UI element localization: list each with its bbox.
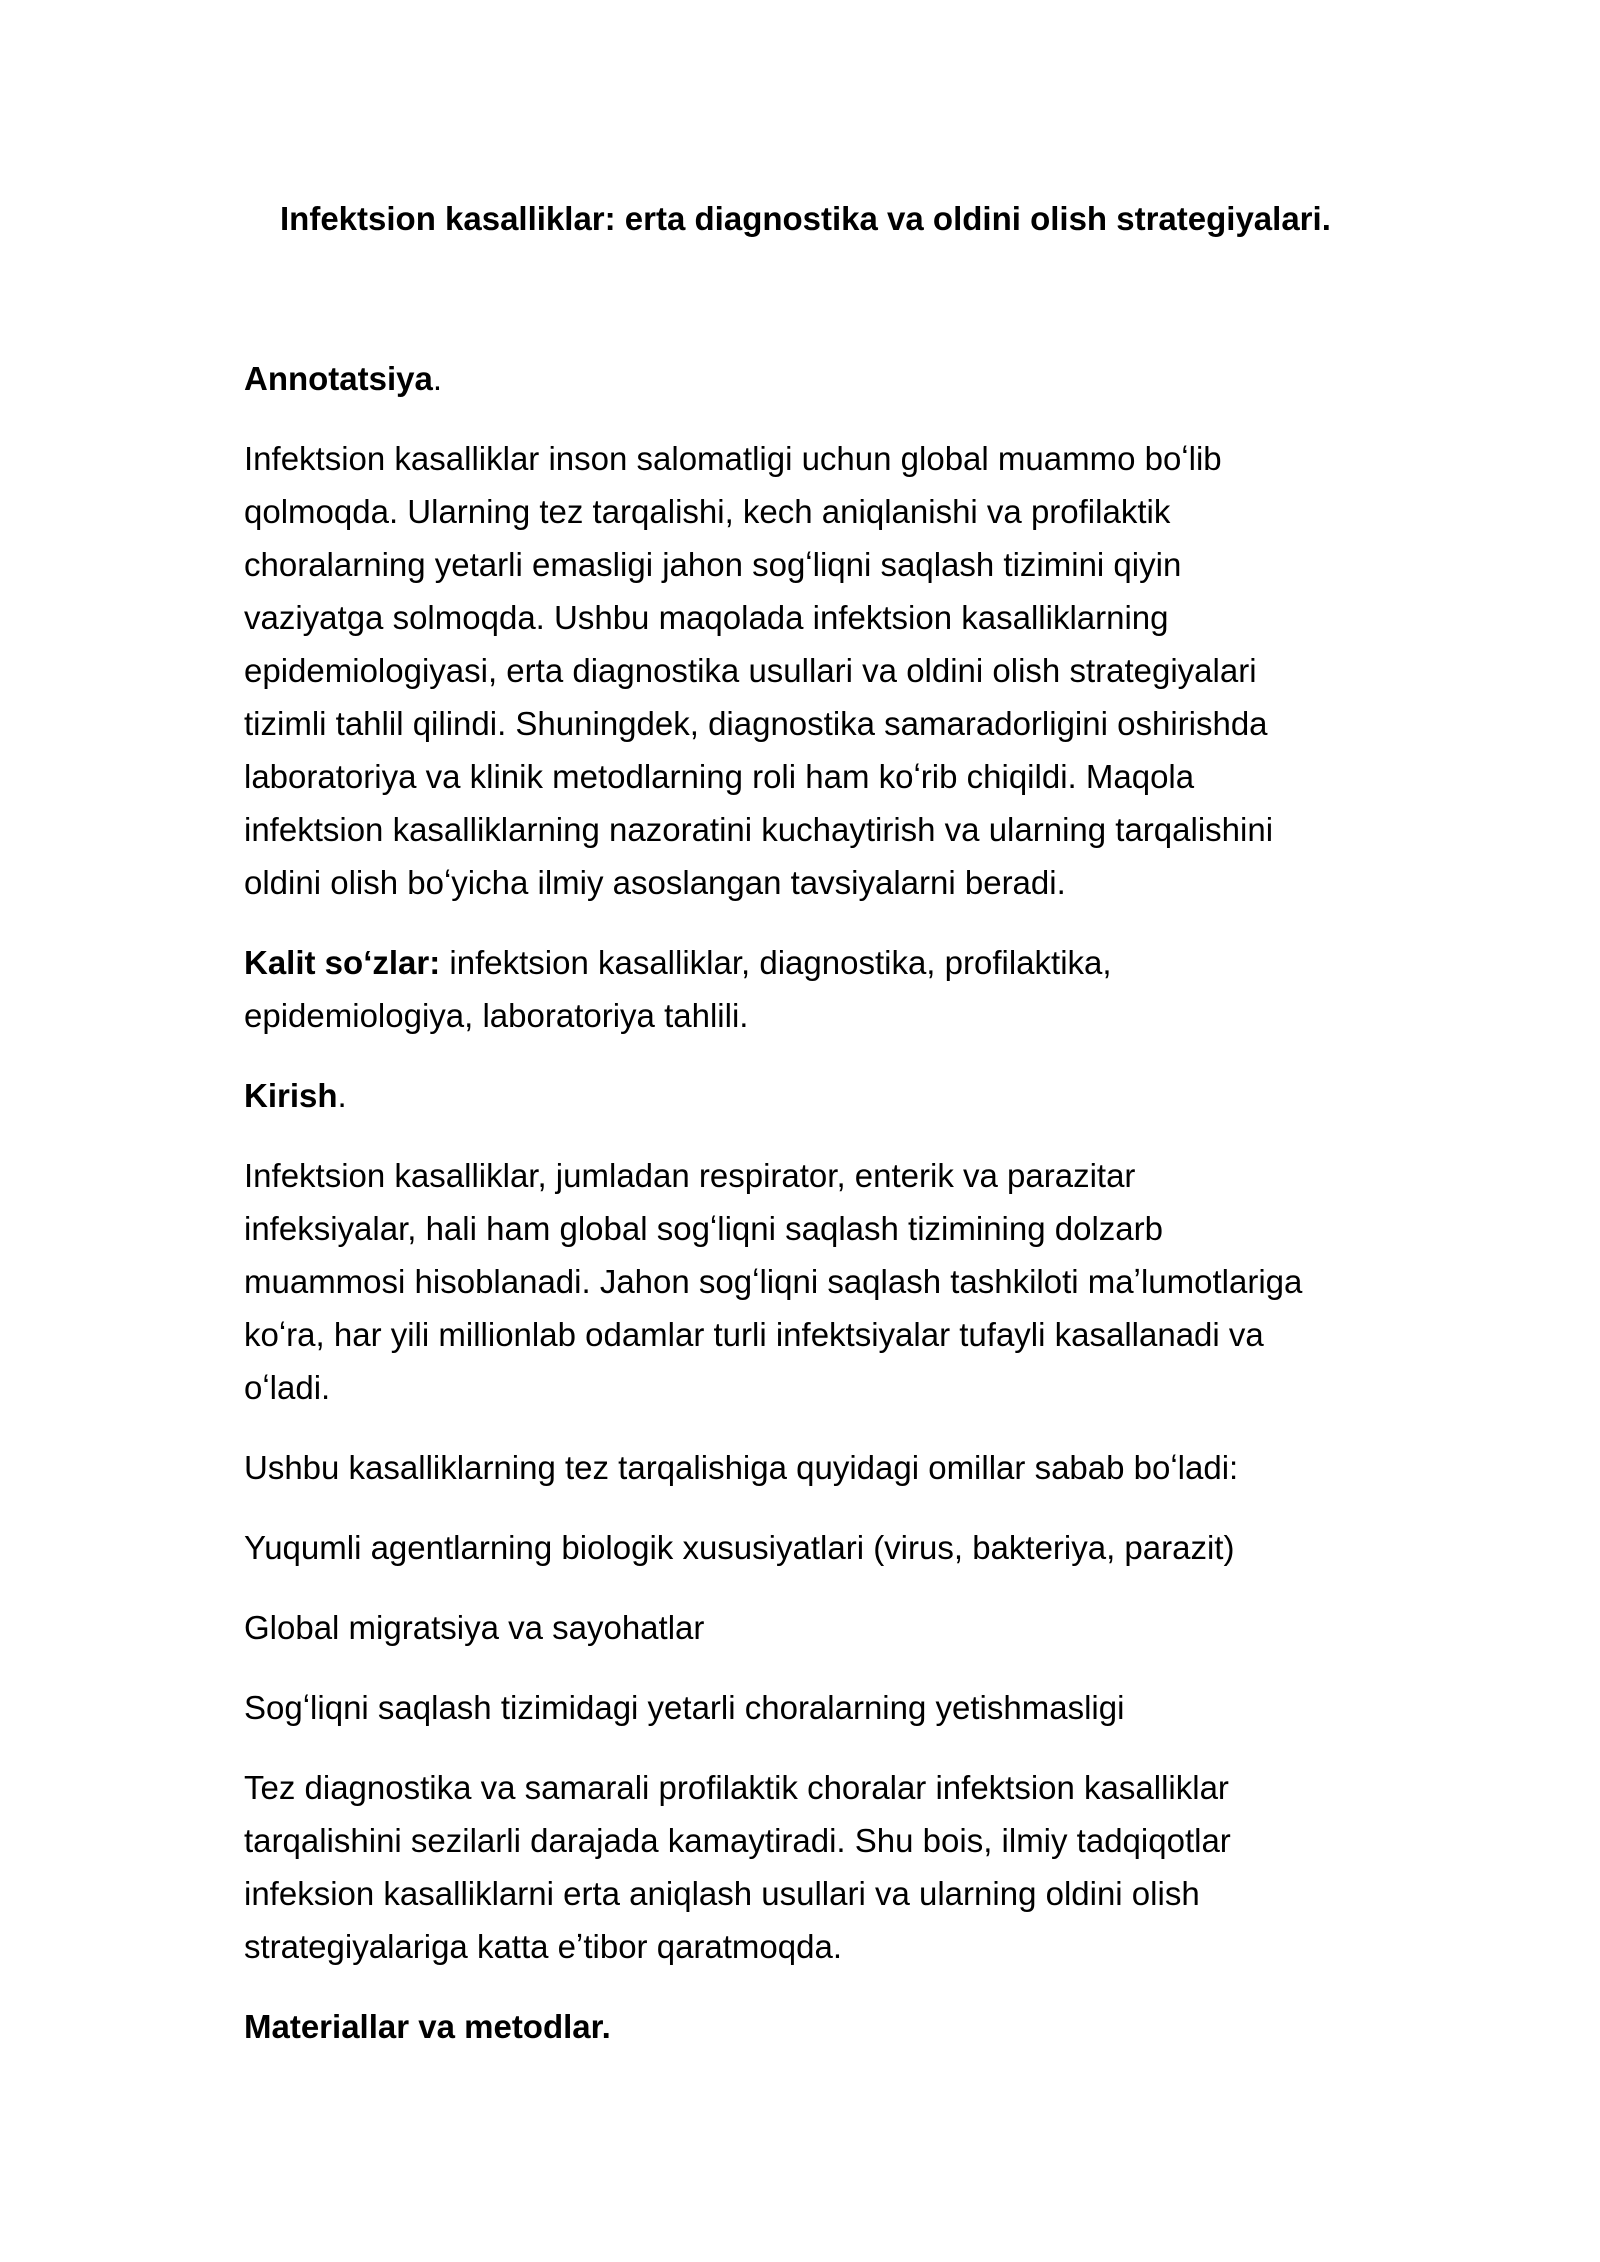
- introduction-heading-suffix: .: [337, 1077, 347, 1114]
- introduction-line: muammosi hisoblanadi. Jahon sogʻliqni saqlash tashkiloti maʼlumotlariga: [244, 1263, 1303, 1300]
- materials-heading: [244, 2000, 1374, 2053]
- introduction-line: Infektsion kasalliklar, jumladan respirator, enterik va parazitar: [244, 1157, 1136, 1194]
- diagnostics-line: tarqalishini sezilarli darajada kamaytiradi. Shu bois, ilmiy tadqiqotlar: [244, 1822, 1231, 1859]
- document-body: [244, 192, 1374, 2080]
- annotation-line: vaziyatga solmoqda. Ushbu maqolada infektsion kasalliklarning: [244, 599, 1169, 636]
- diagnostics-paragraph: [244, 1761, 1374, 1973]
- keywords-label: Kalit soʻzlar:: [244, 944, 441, 981]
- document-title: Infektsion kasalliklar: erta diagnostika va oldini olish strategiyalari.: [280, 200, 1331, 237]
- annotation-heading-suffix: .: [432, 360, 443, 397]
- introduction-heading-text: Kirish: [244, 1077, 338, 1114]
- factor-item: Yuqumli agentlarning biologik xususiyatlari (virus, bakteriya, parazit): [244, 1529, 1235, 1566]
- annotation-line: qolmoqda. Ularning tez tarqalishi, kech aniqlanishi va profilaktik: [244, 493, 1171, 530]
- factors-intro: Ushbu kasalliklarning tez tarqalishiga quyidagi omillar sabab boʻladi:: [244, 1449, 1239, 1486]
- introduction-line: oʻladi.: [244, 1369, 331, 1406]
- annotation-paragraph: [244, 432, 1374, 909]
- annotation-line: Infektsion kasalliklar inson salomatligi uchun global muammo boʻlib: [244, 440, 1222, 477]
- factor-item: Global migratsiya va sayohatlar: [244, 1609, 705, 1646]
- annotation-line: oldini olish boʻyicha ilmiy asoslangan tavsiyalarni beradi.: [244, 864, 1066, 901]
- keywords-line: infektsion kasalliklar, diagnostika, profilaktika,: [440, 944, 1112, 981]
- introduction-paragraph: [244, 1149, 1374, 1414]
- annotation-heading: [244, 352, 1374, 405]
- annotation-heading-text: Annotatsiya: [244, 360, 433, 397]
- annotation-line: epidemiologiyasi, erta diagnostika usullari va oldini olish strategiyalari: [244, 652, 1257, 689]
- introduction-heading: [244, 1069, 1374, 1122]
- keywords-line: epidemiologiya, laboratoriya tahlili.: [244, 997, 749, 1034]
- diagnostics-line: infeksion kasalliklarni erta aniqlash usullari va ularning oldini olish: [244, 1875, 1200, 1912]
- diagnostics-line: strategiyalariga katta eʼtibor qaratmoqda.: [244, 1928, 842, 1965]
- materials-heading-text: Materiallar va metodlar.: [244, 2008, 611, 2045]
- annotation-line: tizimli tahlil qilindi. Shuningdek, diagnostika samaradorligini oshirishda: [244, 705, 1268, 742]
- factor-item: Sogʻliqni saqlash tizimidagi yetarli choralarning yetishmasligi: [244, 1689, 1125, 1726]
- diagnostics-line: Tez diagnostika va samarali profilaktik choralar infektsion kasalliklar: [244, 1769, 1229, 1806]
- annotation-line: choralarning yetarli emasligi jahon sogʻliqni saqlash tizimini qiyin: [244, 546, 1182, 583]
- introduction-line: koʻra, har yili millionlab odamlar turli infektsiyalar tufayli kasallanadi va: [244, 1316, 1264, 1353]
- annotation-line: infektsion kasalliklarning nazoratini kuchaytirish va ularning tarqalishini: [244, 811, 1274, 848]
- annotation-line: laboratoriya va klinik metodlarning roli ham koʻrib chiqildi. Maqola: [244, 758, 1195, 795]
- title-spacer: [244, 245, 1374, 352]
- introduction-line: infeksiyalar, hali ham global sogʻliqni saqlash tizimining dolzarb: [244, 1210, 1163, 1247]
- keywords-paragraph: [244, 936, 1374, 1042]
